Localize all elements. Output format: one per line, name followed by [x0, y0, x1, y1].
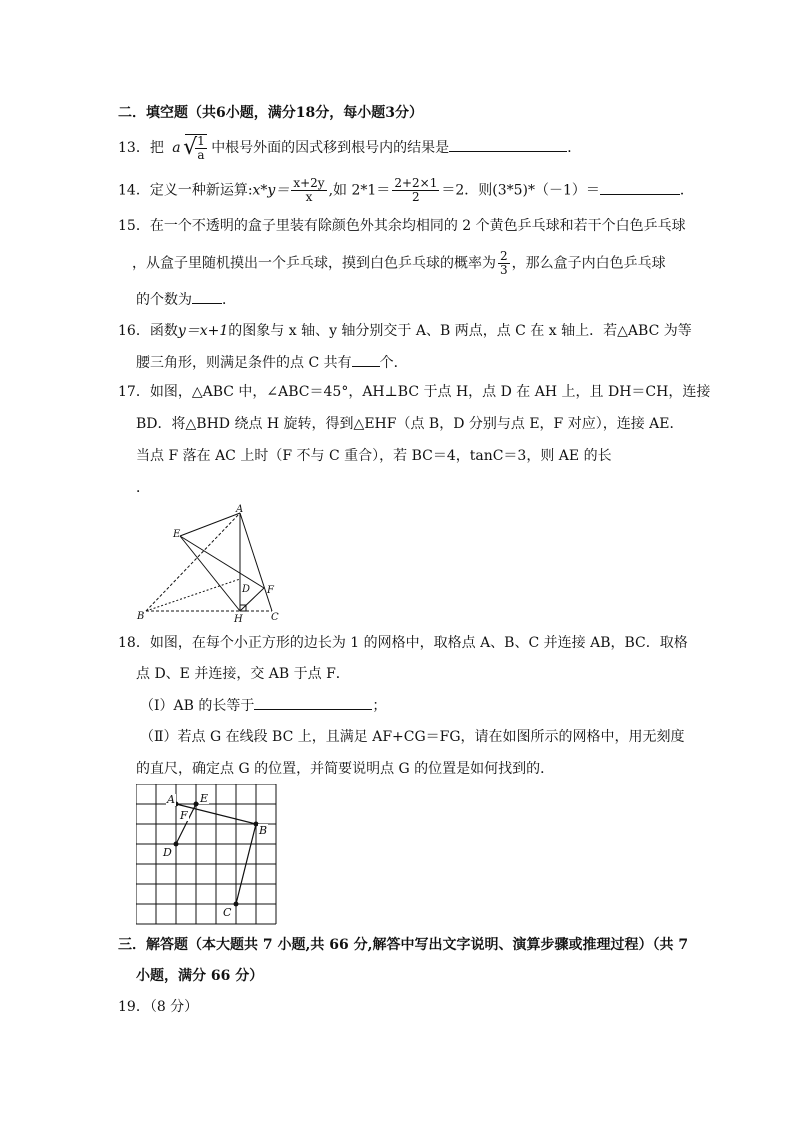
- q16-answer-blank: [352, 352, 380, 367]
- q18-part1-end: ；: [372, 698, 387, 714]
- grid-lines: [136, 784, 276, 924]
- q13-number: 13．把: [118, 140, 164, 156]
- figure-17: [130, 503, 290, 625]
- q15-line2: [132, 250, 666, 277]
- fig17-label-D: D: [242, 584, 251, 595]
- q14-answer-blank: [600, 180, 680, 195]
- section-2-title: 二．填空题（共6小题，满分18分，每小题3分）: [118, 105, 423, 121]
- question-19: 19．（8 分）: [118, 999, 199, 1015]
- q13-rad-num: 1: [197, 134, 205, 148]
- fig17-label-B: B: [137, 611, 145, 622]
- fig17-label-F: F: [267, 585, 274, 596]
- q14-frac1-den: x: [305, 190, 313, 204]
- fig18-point-E: [194, 802, 199, 807]
- fig18-point-D: [174, 842, 179, 847]
- fig17-line-BD: [146, 579, 240, 611]
- q13-radical: √ $\frac{1}{a}$: [183, 134, 205, 162]
- q17-line1: 17．如图，△ABC 中，∠ABC＝45°，AH⊥BC 于点 H，点 D 在 AH 上，且 DH＝CH，连接: [118, 384, 711, 400]
- q17-line2: BD．将△BHD 绕点 H 旋转，得到△EHF（点 B，D 分别与点 E，F 对应），连接 AE．: [136, 416, 684, 432]
- q14-mid: ,如 2*1＝: [328, 182, 391, 199]
- fig17-line-EA: [180, 513, 240, 536]
- q18-line1: 18．如图，在每个小正方形的边长为 1 的网格中，取格点 A、B、C 并连接 AB，BC．取格: [118, 635, 688, 651]
- q14-prefix: 14．定义一种新运算:: [118, 182, 253, 199]
- q16-line1: [118, 321, 692, 341]
- fig18-point-B: [254, 822, 259, 827]
- q13-rad-den: a: [197, 148, 205, 162]
- q13-text: 中根号外面的因式移到根号内的结果是: [211, 140, 450, 156]
- q14-mid2: ＝2．则(3*5)*（－1）＝: [441, 182, 600, 199]
- q14-frac1-num: x+2y: [293, 176, 325, 190]
- q13-end: ．: [567, 140, 582, 156]
- q16-line2b: 个．: [379, 355, 408, 371]
- q18-part1: [140, 695, 386, 716]
- q14-frac2-num: 2+2×1: [394, 176, 438, 190]
- fig17-label-C: C: [271, 612, 279, 623]
- fig17-label-E: E: [173, 529, 181, 540]
- q18-part1-text: （Ⅰ）AB 的长等于: [140, 698, 255, 714]
- q14-end: ．: [679, 182, 694, 199]
- figure-18-grid: [136, 784, 282, 926]
- q16-line1b: 的图象与 x 轴、y 轴分别交于 A、B 两点，点 C 在 x 轴上．若△ABC 为等: [228, 323, 692, 339]
- fig18-label-E: E: [200, 792, 209, 805]
- fig18-label-F: F: [180, 809, 188, 822]
- q13-var: a: [172, 140, 181, 156]
- q16-equation: y＝x+1: [177, 323, 229, 339]
- q14-frac2-den: 2: [412, 190, 420, 204]
- q15-line2a: ，从盒子里随机摸出一个乒乓球，摸到白色乒乓球的概率为: [132, 255, 496, 272]
- fig18-point-C: [234, 902, 239, 907]
- fig17-label-A: A: [236, 504, 244, 515]
- q15-line3: [136, 289, 236, 310]
- q15-line1: 15．在一个不透明的盒子里装有除颜色外其余均相同的 2 个黄色乒乓球和若干个白色乒乓球: [118, 218, 686, 234]
- fig18-label-C: C: [223, 906, 232, 919]
- section-3-title-line1: 三．解答题（本大题共 7 小题,共 66 分,解答中写出文字说明、演算步骤或推理过程）（共 7: [118, 937, 689, 953]
- fig17-label-H: H: [234, 614, 243, 625]
- q15-answer-blank: [192, 289, 222, 304]
- q18-answer-blank: [254, 695, 372, 710]
- fig17-line-BA: [146, 513, 240, 611]
- q13-answer-blank: [449, 137, 567, 152]
- q18-part2-line1: （Ⅱ）若点 G 在线段 BC 上，且满足 AF+CG＝FG，请在如图所示的网格中，用无刻度: [140, 729, 685, 745]
- q16-line2a: 腰三角形，则满足条件的点 C 共有: [136, 355, 352, 371]
- q18-part2-line2: 的直尺，确定点 G 的位置，并简要说明点 G 的位置是如何找到的．: [136, 761, 555, 777]
- q14-expr: x*y＝: [252, 182, 290, 199]
- question-13: [118, 134, 581, 162]
- q15-line3b: ．: [222, 292, 236, 308]
- q15-frac-num: 2: [500, 249, 508, 263]
- fig18-label-B: B: [259, 824, 268, 837]
- q17-line4: ．: [136, 480, 150, 496]
- section-3-title-line2: 小题，满分 66 分）: [136, 968, 264, 984]
- q17-line3: 当点 F 落在 AC 上时（F 不与 C 重合），若 BC＝4，tanC＝3，则 AE 的长: [136, 448, 612, 464]
- fig18-label-D: D: [163, 846, 172, 859]
- question-14: [118, 177, 694, 204]
- q18-line2: 点 D、E 并连接，交 AB 于点 F．: [136, 666, 350, 682]
- q16-line1a: 16．函数: [118, 323, 178, 339]
- q15-line2b: ，那么盒子内白色乒乓球: [511, 255, 666, 272]
- q15-line3a: 的个数为: [136, 292, 192, 308]
- fig17-line-EH: [180, 536, 240, 611]
- q16-line2: [136, 352, 408, 373]
- q15-frac-den: 3: [500, 263, 508, 277]
- fig18-label-A: A: [167, 793, 175, 806]
